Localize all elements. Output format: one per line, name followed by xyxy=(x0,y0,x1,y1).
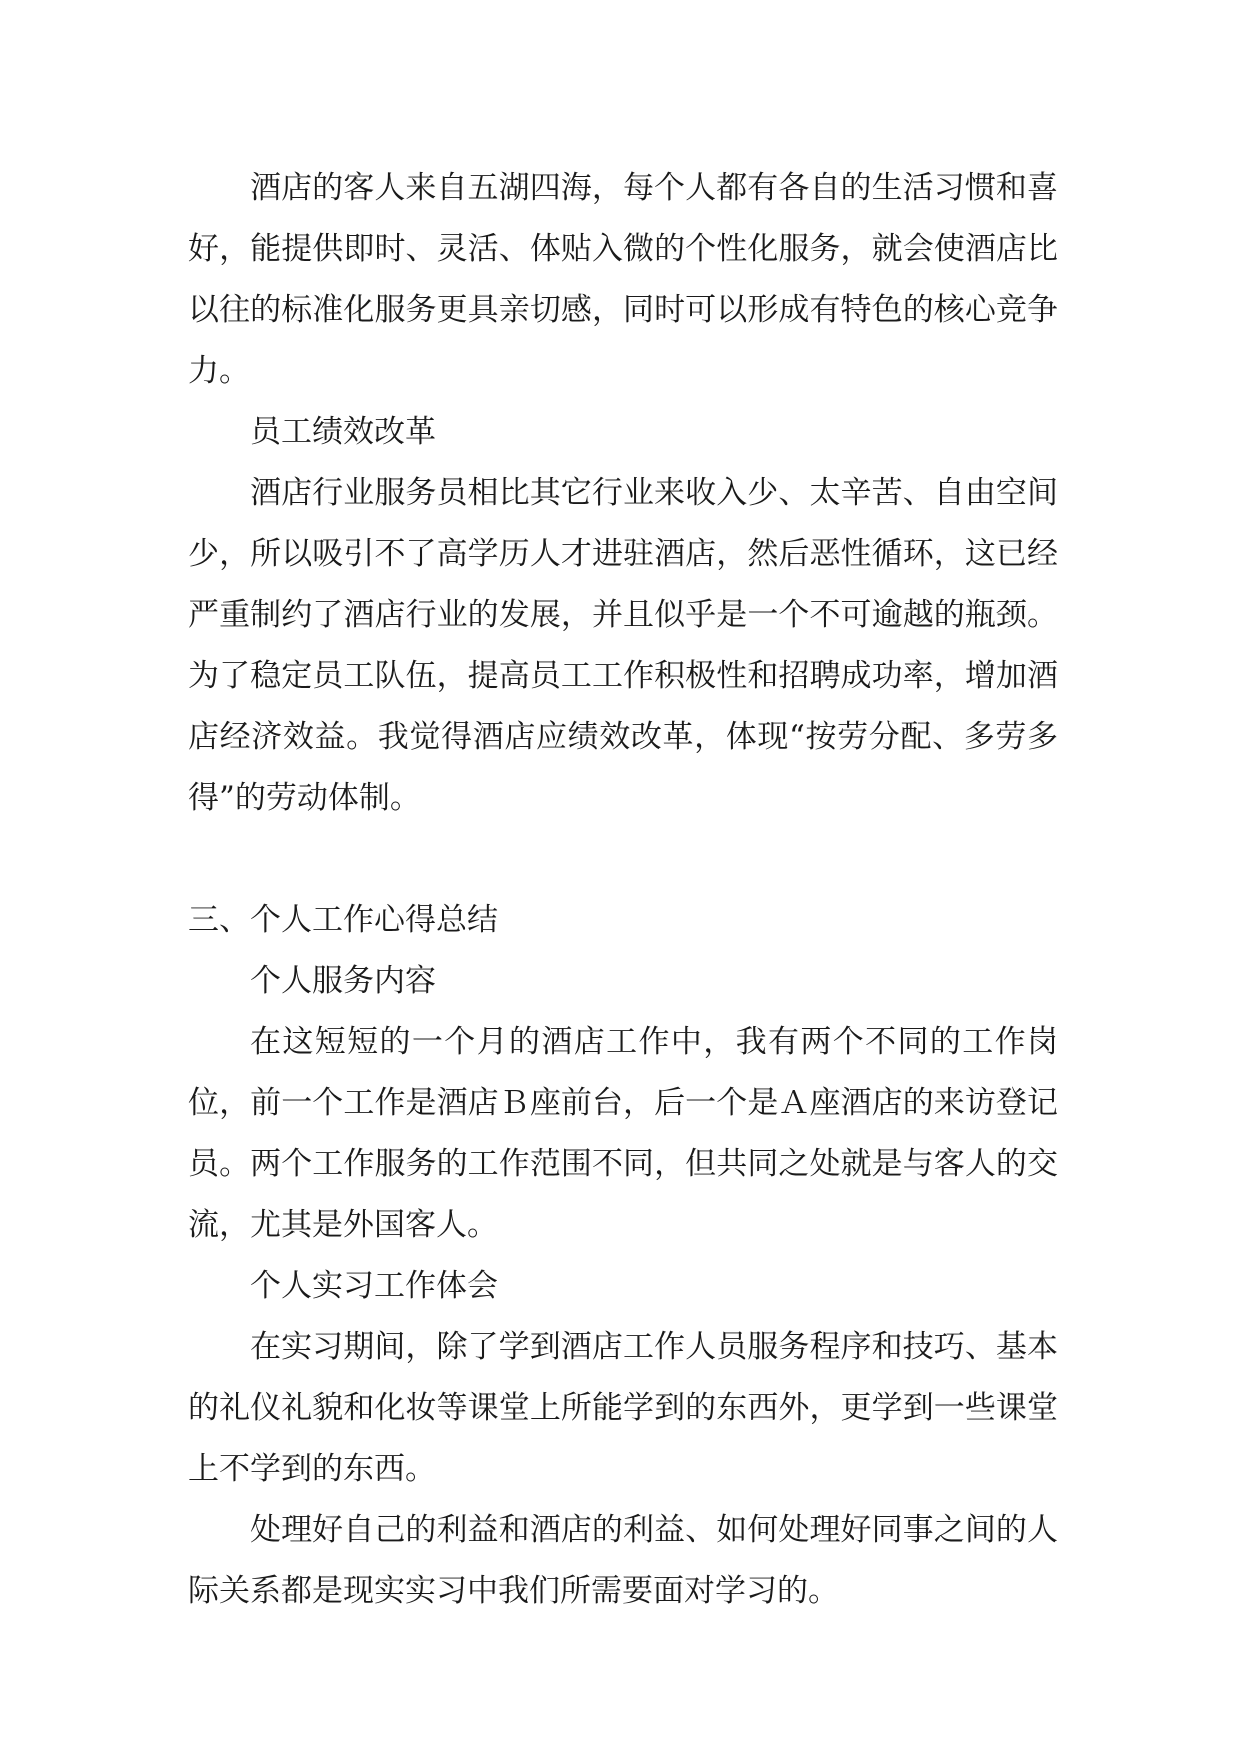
subheading-staff-performance-reform: 员工绩效改革 xyxy=(250,414,436,450)
subheading-personal-service-content: 个人服务内容 xyxy=(250,963,436,999)
blank-line xyxy=(188,829,1058,890)
section-heading-personal-summary: 三、个人工作心得总结 xyxy=(188,902,498,938)
paragraph-interpersonal: 处理好自己的利益和酒店的利益、如何处理好同事之间的人际关系都是现实实习中我们所需要面对学习的。 xyxy=(188,1512,1058,1609)
paragraph-service-content: 在这短短的一个月的酒店工作中，我有两个不同的工作岗位，前一个工作是酒店Ｂ座前台，后一个是Ａ座酒店的来访登记员。两个工作服务的工作范围不同，但共同之处就是与客人的交流，尤其是外国客人。 xyxy=(188,1024,1058,1243)
paragraph-personalized-service: 酒店的客人来自五湖四海，每个人都有各自的生活习惯和喜好，能提供即时、灵活、体贴入微的个性化服务，就会使酒店比以往的标准化服务更具亲切感，同时可以形成有特色的核心竞争力。 xyxy=(188,170,1058,389)
document-body xyxy=(188,158,1058,1622)
paragraph-internship-learning: 在实习期间，除了学到酒店工作人员服务程序和技巧、基本的礼仪礼貌和化妆等课堂上所能学到的东西外，更学到一些课堂上不学到的东西。 xyxy=(188,1329,1058,1487)
paragraph-staff-performance: 酒店行业服务员相比其它行业来收入少、太辛苦、自由空间少，所以吸引不了高学历人才进驻酒店，然后恶性循环，这已经严重制约了酒店行业的发展，并且似乎是一个不可逾越的瓶颈。为了稳定员工队伍，提高员工工作积极性和招聘成功率，增加酒店经济效益。我觉得酒店应绩效改革，体现“按劳分配、多劳多得”的劳动体制。 xyxy=(188,475,1058,816)
subheading-internship-experience: 个人实习工作体会 xyxy=(250,1268,498,1304)
